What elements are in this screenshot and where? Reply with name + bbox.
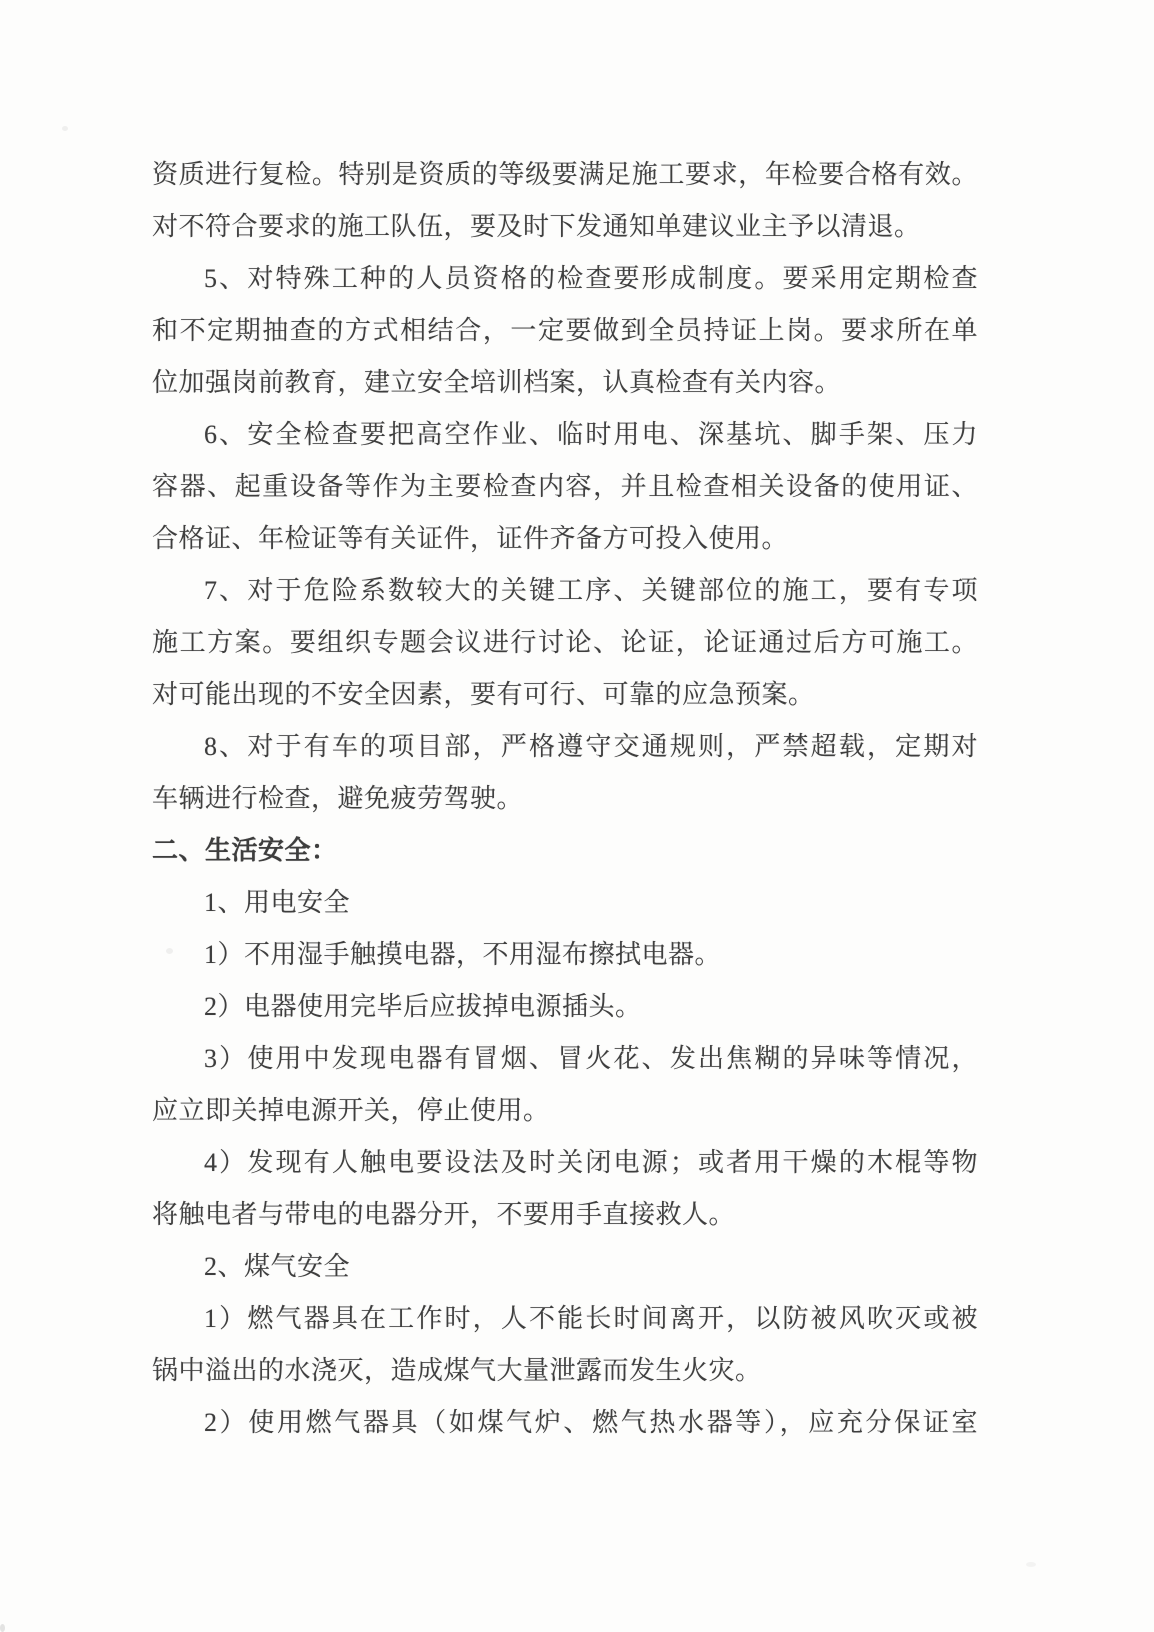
text-line: 3）使用中发现电器有冒烟、冒火花、发出焦糊的异味等情况， xyxy=(204,1044,978,1073)
text-line: 6、安全检查要把高空作业、临时用电、深基坑、脚手架、压力 xyxy=(204,420,978,449)
text-line: 5、对特殊工种的人员资格的检查要形成制度。要采用定期检查 xyxy=(204,264,978,293)
scan-speckle xyxy=(0,1624,5,1632)
text-line: 8、对于有车的项目部，严格遵守交通规则，严禁超载，定期对 xyxy=(204,732,978,761)
text-line: 合格证、年检证等有关证件，证件齐备方可投入使用。 xyxy=(152,524,789,553)
text-line: 2）使用燃气器具（如煤气炉、燃气热水器等），应充分保证室 xyxy=(204,1408,978,1437)
text-line: 和不定期抽查的方式相结合，一定要做到全员持证上岗。要求所在单 xyxy=(152,316,978,345)
text-line: 2、煤气安全 xyxy=(204,1252,351,1281)
text-line: 施工方案。要组织专题会议进行讨论、论证，论证通过后方可施工。 xyxy=(152,628,978,657)
document-body xyxy=(152,149,978,1449)
text-line: 1）燃气器具在工作时，人不能长时间离开，以防被风吹灭或被 xyxy=(204,1304,978,1333)
text-line: 7、对于危险系数较大的关键工序、关键部位的施工，要有专项 xyxy=(204,576,978,605)
text-line: 对可能出现的不安全因素，要有可行、可靠的应急预案。 xyxy=(152,680,815,709)
text-line: 4）发现有人触电要设法及时关闭电源；或者用干燥的木棍等物 xyxy=(204,1148,978,1177)
section-heading: 二、生活安全： xyxy=(152,836,338,865)
text-line: 位加强岗前教育，建立安全培训档案，认真检查有关内容。 xyxy=(152,368,842,397)
text-line: 1、用电安全 xyxy=(204,888,351,917)
text-line: 容器、起重设备等作为主要检查内容，并且检查相关设备的使用证、 xyxy=(152,472,978,501)
text-line: 对不符合要求的施工队伍，要及时下发通知单建议业主予以清退。 xyxy=(152,212,921,241)
text-line: 应立即关掉电源开关，停止使用。 xyxy=(152,1096,550,1125)
text-line: 资质进行复检。特别是资质的等级要满足施工要求，年检要合格有效。 xyxy=(152,160,978,189)
scan-speckle xyxy=(62,126,68,131)
text-line: 2）电器使用完毕后应拔掉电源插头。 xyxy=(204,992,642,1021)
text-line: 1）不用湿手触摸电器，不用湿布擦拭电器。 xyxy=(204,940,722,969)
text-line: 将触电者与带电的电器分开，不要用手直接救人。 xyxy=(152,1200,736,1229)
text-line: 锅中溢出的水浇灭，造成煤气大量泄露而发生火灾。 xyxy=(152,1356,762,1385)
scan-speckle xyxy=(1026,1562,1036,1567)
text-line: 车辆进行检查，避免疲劳驾驶。 xyxy=(152,784,524,813)
